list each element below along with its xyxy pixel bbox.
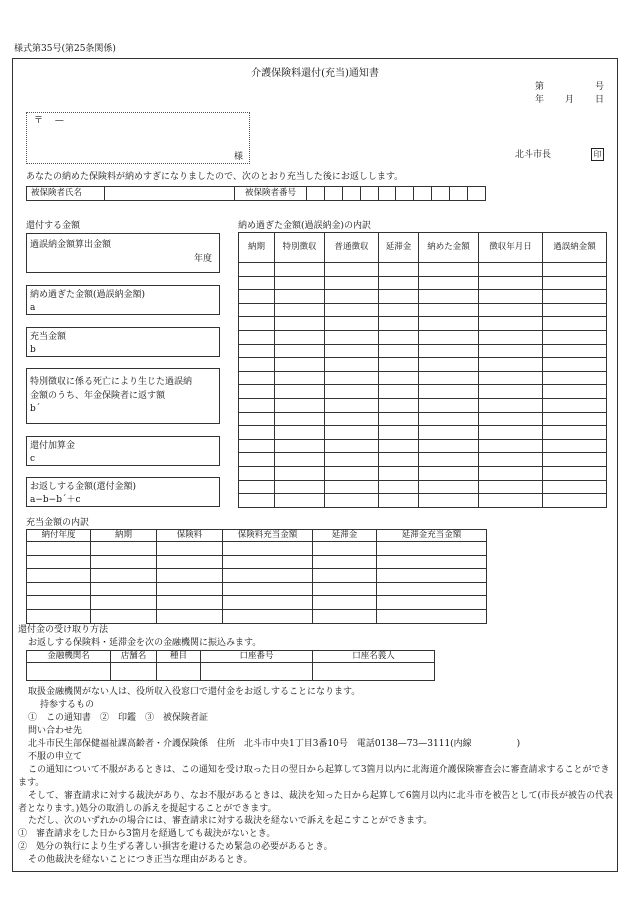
insured-number-digit[interactable] (324, 187, 342, 201)
appeal-paragraph-2: そして、審査請求に対する裁決があり、なお不服があるときは、裁決を知った日から起算して6箇月以内に北斗市を被告として(市長が被告の代表者となります。)処分の取消しの訴えを提起することができます。 (18, 791, 614, 814)
breakdown-cell[interactable] (239, 398, 275, 412)
breakdown-row (239, 371, 607, 385)
breakdown-cell[interactable] (419, 330, 479, 344)
breakdown-cell[interactable] (419, 344, 479, 358)
insured-number-digit[interactable] (307, 187, 325, 201)
breakdown-col-header: 普通徴収 (325, 233, 379, 263)
breakdown-cell[interactable] (419, 385, 479, 399)
applied-cell[interactable] (223, 555, 313, 569)
insured-number-digit[interactable] (378, 187, 396, 201)
bank-table (26, 650, 435, 681)
applied-cell[interactable] (377, 596, 487, 610)
applied-cell[interactable] (27, 569, 91, 583)
bring-items: ① この通知書 ② 印鑑 ③ 被保険者証 (28, 713, 209, 723)
receipt-heading: 還付金の受け取り方法 (18, 625, 109, 635)
breakdown-cell[interactable] (239, 426, 275, 440)
breakdown-cell[interactable] (239, 344, 275, 358)
breakdown-cell[interactable] (379, 358, 419, 372)
breakdown-cell[interactable] (419, 466, 479, 480)
breakdown-cell[interactable] (275, 439, 325, 453)
breakdown-row (239, 358, 607, 372)
breakdown-cell[interactable] (479, 439, 543, 453)
breakdown-cell[interactable] (543, 494, 607, 508)
applied-cell[interactable] (377, 555, 487, 569)
insured-number-digit[interactable] (450, 187, 468, 201)
breakdown-col-header: 過誤納金額 (543, 233, 607, 263)
no-bank-note: 取扱金融機関がない人は、役所収入役窓口で還付金をお返しすることになります。 (28, 687, 361, 697)
breakdown-cell[interactable] (325, 317, 379, 331)
breakdown-cell[interactable] (239, 330, 275, 344)
appeal-case-1: ① 審査請求をした日から3箇月を経過しても裁決がないとき。 (18, 829, 276, 839)
breakdown-col-header: 徴収年月日 (479, 233, 543, 263)
breakdown-cell[interactable] (239, 480, 275, 494)
bank-col-header: 口座名義人 (313, 651, 435, 663)
applied-cell[interactable] (223, 596, 313, 610)
applied-cell[interactable] (377, 582, 487, 596)
death-label-line2: 金額のうち、年金保険者に返す額 (30, 391, 166, 401)
insured-name-label: 被保険者氏名 (27, 187, 105, 201)
return-label: お返しする金額(還付金額) (30, 482, 137, 492)
breakdown-cell[interactable] (325, 385, 379, 399)
breakdown-cell[interactable] (325, 371, 379, 385)
death-label-line1: 特別徴収に係る死亡により生じた過誤納 (30, 377, 193, 387)
breakdown-cell[interactable] (275, 317, 325, 331)
breakdown-row (239, 276, 607, 290)
applied-cell[interactable] (223, 609, 313, 623)
postal-code: 〒 — (34, 116, 64, 126)
insured-number-digit[interactable] (468, 187, 486, 201)
breakdown-cell[interactable] (479, 358, 543, 372)
breakdown-cell[interactable] (239, 453, 275, 467)
breakdown-cell[interactable] (275, 453, 325, 467)
breakdown-row (239, 303, 607, 317)
breakdown-cell[interactable] (479, 276, 543, 290)
contact-heading: 問い合わせ先 (28, 726, 83, 736)
insured-table (26, 186, 486, 201)
breakdown-cell[interactable] (479, 398, 543, 412)
breakdown-cell[interactable] (479, 317, 543, 331)
breakdown-cell[interactable] (379, 412, 419, 426)
applied-cell[interactable] (91, 569, 157, 583)
breakdown-cell[interactable] (543, 276, 607, 290)
contact-info: 北斗市民生部保健福祉課高齢者・介護保険係 住所 北斗市中央1丁目3番10号 電話0138—73—3111(内線 ) (28, 739, 521, 749)
breakdown-cell[interactable] (419, 398, 479, 412)
breakdown-cell[interactable] (543, 303, 607, 317)
breakdown-cell[interactable] (239, 494, 275, 508)
applied-col-header: 保険料充当金額 (223, 530, 313, 542)
breakdown-cell[interactable] (479, 371, 543, 385)
account-number-field[interactable] (201, 663, 313, 681)
applied-row (27, 609, 487, 623)
applied-cell[interactable] (27, 609, 91, 623)
refund-heading: 還付する金額 (26, 221, 81, 231)
breakdown-row (239, 466, 607, 480)
applied-breakdown-table (26, 529, 487, 624)
breakdown-cell[interactable] (479, 263, 543, 277)
breakdown-cell[interactable] (239, 385, 275, 399)
date-month: 月 (565, 95, 575, 105)
applied-col-header: 延滞金充当金額 (377, 530, 487, 542)
appeal-case-3: その他裁決を経ないことにつき正当な理由があるとき。 (28, 855, 253, 865)
date-day: 日 (595, 95, 605, 105)
insured-number-label: 被保険者番号 (235, 187, 307, 201)
applied-cell[interactable] (377, 609, 487, 623)
applied-cell[interactable] (27, 582, 91, 596)
applied-cell[interactable] (157, 569, 223, 583)
breakdown-cell[interactable] (479, 426, 543, 440)
breakdown-cell[interactable] (543, 412, 607, 426)
form-number: 様式第35号(第25条関係) (14, 44, 116, 54)
breakdown-cell[interactable] (275, 344, 325, 358)
breakdown-cell[interactable] (479, 385, 543, 399)
breakdown-cell[interactable] (543, 358, 607, 372)
breakdown-table (238, 232, 607, 508)
applied-cell[interactable] (313, 542, 377, 556)
breakdown-cell[interactable] (419, 439, 479, 453)
breakdown-cell[interactable] (379, 398, 419, 412)
insured-number-digit[interactable] (414, 187, 432, 201)
breakdown-cell[interactable] (543, 480, 607, 494)
applied-row (27, 542, 487, 556)
breakdown-cell[interactable] (479, 412, 543, 426)
breakdown-cell[interactable] (543, 344, 607, 358)
breakdown-cell[interactable] (325, 426, 379, 440)
breakdown-cell[interactable] (325, 276, 379, 290)
breakdown-cell[interactable] (239, 466, 275, 480)
breakdown-col-header: 納期 (239, 233, 275, 263)
applied-letter: b (30, 345, 36, 355)
applied-cell[interactable] (377, 542, 487, 556)
breakdown-cell[interactable] (419, 276, 479, 290)
breakdown-cell[interactable] (479, 344, 543, 358)
breakdown-cell[interactable] (479, 290, 543, 304)
applied-col-header: 納期 (91, 530, 157, 542)
breakdown-cell[interactable] (479, 480, 543, 494)
bank-col-header: 口座番号 (201, 651, 313, 663)
applied-cell[interactable] (91, 609, 157, 623)
breakdown-cell[interactable] (543, 398, 607, 412)
breakdown-cell[interactable] (239, 303, 275, 317)
calc-label: 過誤納金額算出金額 (30, 240, 112, 250)
applied-cell[interactable] (377, 569, 487, 583)
bank-col-header: 金融機関名 (27, 651, 111, 663)
appeal-paragraph-1: この通知について不服があるときは、この通知を受け取った日の翌日から起算して3箇月以内に北海道介護保険審査会に審査請求することができます。 (18, 765, 610, 788)
breakdown-cell[interactable] (543, 330, 607, 344)
breakdown-cell[interactable] (275, 494, 325, 508)
breakdown-cell[interactable] (325, 398, 379, 412)
breakdown-cell[interactable] (479, 494, 543, 508)
breakdown-row (239, 330, 607, 344)
breakdown-cell[interactable] (543, 263, 607, 277)
branch-name-field[interactable] (111, 663, 157, 681)
applied-cell[interactable] (313, 596, 377, 610)
breakdown-row (239, 263, 607, 277)
breakdown-cell[interactable] (543, 466, 607, 480)
breakdown-cell[interactable] (379, 439, 419, 453)
breakdown-cell[interactable] (543, 290, 607, 304)
applied-cell[interactable] (91, 596, 157, 610)
breakdown-cell[interactable] (275, 371, 325, 385)
applied-cell[interactable] (27, 542, 91, 556)
applied-row (27, 596, 487, 610)
breakdown-cell[interactable] (379, 344, 419, 358)
breakdown-cell[interactable] (239, 371, 275, 385)
breakdown-cell[interactable] (239, 290, 275, 304)
applied-cell[interactable] (157, 542, 223, 556)
breakdown-cell[interactable] (275, 426, 325, 440)
honorific: 様 (234, 152, 244, 162)
receipt-subheading: お返しする保険料・延滞金を次の金融機関に振込みます。 (28, 638, 262, 648)
breakdown-cell[interactable] (479, 453, 543, 467)
breakdown-row (239, 398, 607, 412)
breakdown-cell[interactable] (275, 398, 325, 412)
breakdown-cell[interactable] (479, 330, 543, 344)
calc-box[interactable] (26, 233, 220, 273)
overpaid-letter: a (30, 303, 36, 313)
applied-row (27, 555, 487, 569)
bank-col-header: 店舗名 (111, 651, 157, 663)
overpaid-label: 納め過ぎた金額(過誤納金額) (30, 290, 146, 300)
breakdown-cell[interactable] (419, 494, 479, 508)
breakdown-cell[interactable] (275, 358, 325, 372)
breakdown-cell[interactable] (543, 439, 607, 453)
breakdown-cell[interactable] (275, 412, 325, 426)
breakdown-cell[interactable] (379, 385, 419, 399)
applied-col-header: 保険料 (157, 530, 223, 542)
breakdown-row (239, 385, 607, 399)
breakdown-cell[interactable] (379, 480, 419, 494)
breakdown-cell[interactable] (379, 330, 419, 344)
breakdown-cell[interactable] (325, 263, 379, 277)
bank-name-field[interactable] (27, 663, 111, 681)
appeal-heading: 不服の申立て (28, 752, 83, 762)
breakdown-cell[interactable] (419, 480, 479, 494)
doc-number-suffix: 号 (595, 82, 605, 92)
breakdown-cell[interactable] (239, 412, 275, 426)
breakdown-cell[interactable] (379, 371, 419, 385)
breakdown-cell[interactable] (275, 290, 325, 304)
breakdown-cell[interactable] (379, 317, 419, 331)
breakdown-cell[interactable] (419, 412, 479, 426)
insured-number-digit[interactable] (360, 187, 378, 201)
breakdown-cell[interactable] (239, 358, 275, 372)
calc-suffix: 年度 (194, 254, 213, 264)
breakdown-cell[interactable] (543, 385, 607, 399)
breakdown-cell[interactable] (275, 385, 325, 399)
applied-cell[interactable] (27, 596, 91, 610)
applied-cell[interactable] (313, 609, 377, 623)
breakdown-col-header: 特別徴収 (275, 233, 325, 263)
breakdown-col-header: 納めた金額 (419, 233, 479, 263)
breakdown-cell[interactable] (275, 330, 325, 344)
breakdown-row (239, 453, 607, 467)
breakdown-cell[interactable] (379, 263, 419, 277)
death-letter: b´ (30, 404, 41, 414)
breakdown-cell[interactable] (325, 330, 379, 344)
applied-cell[interactable] (91, 582, 157, 596)
insured-name-field[interactable] (105, 187, 235, 201)
applied-cell[interactable] (223, 582, 313, 596)
breakdown-heading: 納め過ぎた金額(過誤納金)の内訳 (238, 221, 372, 231)
date-year: 年 (535, 95, 545, 105)
breakdown-cell[interactable] (325, 494, 379, 508)
breakdown-row (239, 439, 607, 453)
addition-letter: c (30, 454, 36, 464)
breakdown-cell[interactable] (239, 317, 275, 331)
breakdown-cell[interactable] (419, 303, 479, 317)
breakdown-cell[interactable] (325, 303, 379, 317)
breakdown-cell[interactable] (479, 466, 543, 480)
applied-cell[interactable] (313, 555, 377, 569)
breakdown-row (239, 494, 607, 508)
breakdown-cell[interactable] (275, 276, 325, 290)
applied-cell[interactable] (223, 569, 313, 583)
insured-number-digit[interactable] (342, 187, 360, 201)
doc-number-prefix: 第 (535, 82, 545, 92)
seal-mark: 印 (591, 148, 604, 161)
breakdown-row (239, 412, 607, 426)
bring-heading: 持参するもの (40, 700, 95, 710)
applied-cell[interactable] (27, 555, 91, 569)
applied-cell[interactable] (157, 582, 223, 596)
breakdown-cell[interactable] (275, 263, 325, 277)
breakdown-cell[interactable] (325, 480, 379, 494)
breakdown-cell[interactable] (379, 494, 419, 508)
breakdown-cell[interactable] (275, 303, 325, 317)
breakdown-cell[interactable] (419, 263, 479, 277)
breakdown-cell[interactable] (419, 426, 479, 440)
issuer-name: 北斗市長 (515, 150, 552, 160)
breakdown-cell[interactable] (543, 317, 607, 331)
breakdown-cell[interactable] (325, 439, 379, 453)
breakdown-cell[interactable] (419, 290, 479, 304)
return-formula: a−b−b´＋c (30, 495, 81, 505)
applied-cell[interactable] (91, 555, 157, 569)
breakdown-cell[interactable] (325, 358, 379, 372)
applied-breakdown-heading: 充当金額の内訳 (26, 518, 90, 528)
breakdown-row (239, 317, 607, 331)
breakdown-cell[interactable] (325, 412, 379, 426)
breakdown-cell[interactable] (543, 426, 607, 440)
applied-col-header: 納付年度 (27, 530, 91, 542)
breakdown-row (239, 426, 607, 440)
page-title: 介護保険料還付(充当)通知書 (251, 68, 379, 79)
breakdown-cell[interactable] (379, 453, 419, 467)
intro-text: あなたの納めた保険料が納めすぎになりましたので、次のとおり充当した後にお返しします。 (26, 172, 404, 182)
appeal-case-2: ② 処分の執行により生ずる著しい損害を避けるため緊急の必要があるとき。 (18, 842, 333, 852)
account-type-field[interactable] (157, 663, 201, 681)
breakdown-cell[interactable] (419, 317, 479, 331)
breakdown-row (239, 290, 607, 304)
applied-cell[interactable] (313, 582, 377, 596)
breakdown-cell[interactable] (419, 371, 479, 385)
insured-number-digit[interactable] (396, 187, 414, 201)
applied-col-header: 延滞金 (313, 530, 377, 542)
applied-cell[interactable] (157, 596, 223, 610)
breakdown-cell[interactable] (419, 453, 479, 467)
applied-row (27, 569, 487, 583)
applied-cell[interactable] (157, 555, 223, 569)
breakdown-row (239, 344, 607, 358)
breakdown-cell[interactable] (325, 290, 379, 304)
breakdown-row (239, 480, 607, 494)
breakdown-cell[interactable] (239, 276, 275, 290)
breakdown-cell[interactable] (379, 276, 419, 290)
breakdown-cell[interactable] (543, 371, 607, 385)
account-holder-field[interactable] (313, 663, 435, 681)
breakdown-cell[interactable] (479, 303, 543, 317)
breakdown-cell[interactable] (325, 453, 379, 467)
breakdown-cell[interactable] (419, 358, 479, 372)
breakdown-cell[interactable] (275, 480, 325, 494)
insured-number-digit[interactable] (432, 187, 450, 201)
bank-col-header: 種目 (157, 651, 201, 663)
breakdown-cell[interactable] (325, 344, 379, 358)
breakdown-cell[interactable] (379, 303, 419, 317)
addition-label: 還付加算金 (30, 441, 76, 451)
applied-cell[interactable] (223, 542, 313, 556)
applied-cell[interactable] (157, 609, 223, 623)
breakdown-cell[interactable] (543, 453, 607, 467)
breakdown-col-header: 延滞金 (379, 233, 419, 263)
breakdown-cell[interactable] (379, 466, 419, 480)
breakdown-cell[interactable] (379, 426, 419, 440)
breakdown-cell[interactable] (239, 263, 275, 277)
applied-label: 充当金額 (30, 332, 67, 342)
applied-cell[interactable] (91, 542, 157, 556)
breakdown-cell[interactable] (325, 466, 379, 480)
applied-cell[interactable] (313, 569, 377, 583)
appeal-paragraph-3: ただし、次のいずれかの場合には、審査請求に対する裁決を経ないで訴えを起こすことができます。 (28, 816, 433, 826)
breakdown-cell[interactable] (239, 439, 275, 453)
breakdown-cell[interactable] (379, 290, 419, 304)
applied-row (27, 582, 487, 596)
breakdown-cell[interactable] (275, 466, 325, 480)
